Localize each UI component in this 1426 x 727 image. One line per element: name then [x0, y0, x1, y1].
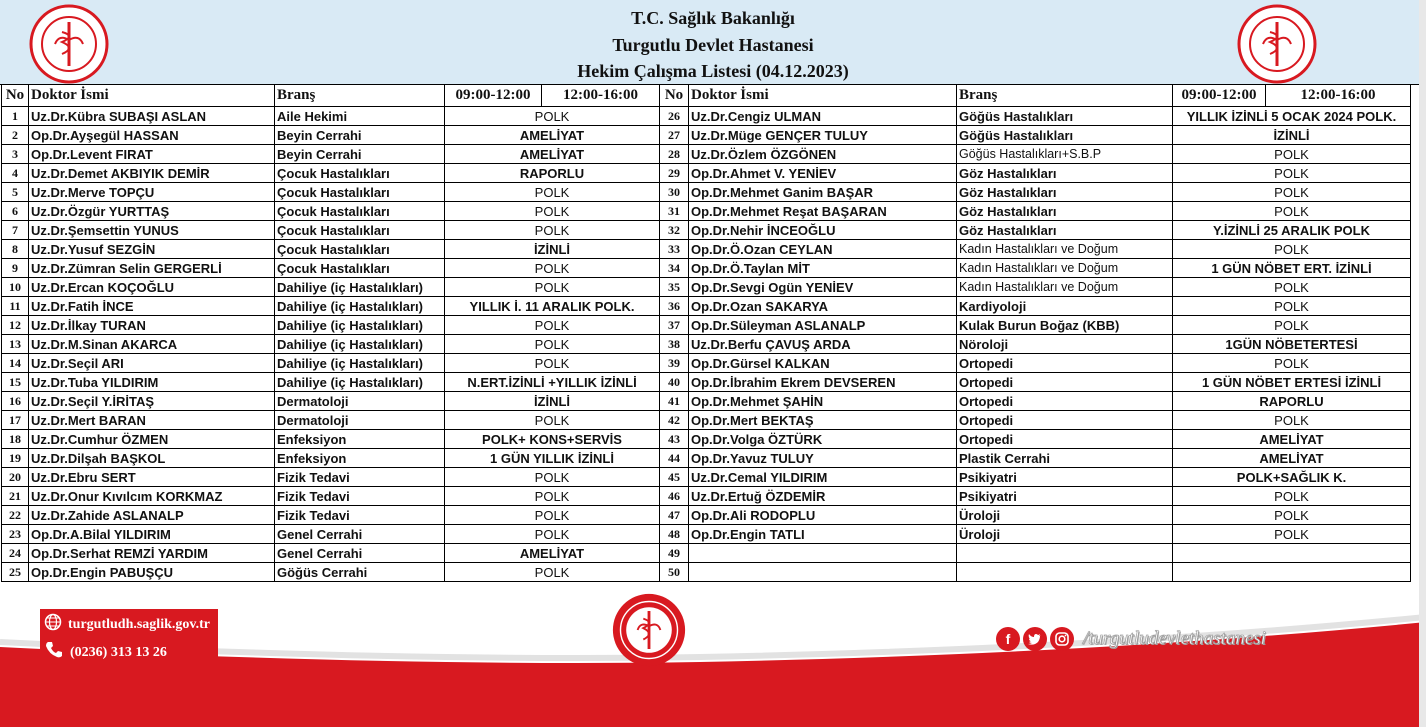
row-number: 17	[2, 411, 29, 430]
doctor-name: Uz.Dr.Seçil Y.İRİTAŞ	[29, 392, 275, 411]
branch-name: Çocuk Hastalıkları	[275, 202, 445, 221]
branch-name: Dahiliye (iç Hastalıkları)	[275, 316, 445, 335]
social-handle[interactable]: /turgutludevlethastanesi	[1083, 628, 1266, 649]
header-afternoon: 12:00-16:00	[1266, 85, 1411, 107]
doctor-name: Uz.Dr.Berfu ÇAVUŞ ARDA	[689, 335, 957, 354]
work-status: İZİNLİ	[1173, 126, 1411, 145]
row-number: 36	[660, 297, 689, 316]
table-row	[2, 354, 660, 373]
doctor-name: Uz.Dr.M.Sinan AKARCA	[29, 335, 275, 354]
row-number: 35	[660, 278, 689, 297]
table-row	[2, 373, 660, 392]
table-row	[2, 411, 660, 430]
table-row	[2, 563, 660, 582]
phone-icon	[44, 640, 64, 665]
table-row	[660, 259, 1411, 278]
branch-name: Aile Hekimi	[275, 107, 445, 126]
work-status: 1 GÜN YILLIK İZİNLİ	[445, 449, 660, 468]
work-status: POLK	[1173, 506, 1411, 525]
row-number: 4	[2, 164, 29, 183]
row-number: 50	[660, 563, 689, 582]
doctor-name: Uz.Dr.Ercan KOÇOĞLU	[29, 278, 275, 297]
branch-name: Göğüs Cerrahi	[275, 563, 445, 582]
row-number: 3	[2, 145, 29, 164]
work-status: POLK	[1173, 316, 1411, 335]
header-morning: 09:00-12:00	[1173, 85, 1266, 107]
row-number: 13	[2, 335, 29, 354]
row-number: 30	[660, 183, 689, 202]
doctor-name: Uz.Dr.İlkay TURAN	[29, 316, 275, 335]
work-status: YILLIK İZİNLİ 5 OCAK 2024 POLK.	[1173, 107, 1411, 126]
table-row	[2, 468, 660, 487]
branch-name: Enfeksiyon	[275, 449, 445, 468]
doctor-name: Op.Dr.İbrahim Ekrem DEVSEREN	[689, 373, 957, 392]
work-status: POLK+ KONS+SERVİS	[445, 430, 660, 449]
work-status: POLK	[1173, 183, 1411, 202]
doctor-name: Op.Dr.Levent FIRAT	[29, 145, 275, 164]
branch-name: Göğüs Hastalıkları	[957, 126, 1173, 145]
table-row	[660, 354, 1411, 373]
row-number: 43	[660, 430, 689, 449]
table-row	[2, 183, 660, 202]
doctor-name: Op.Dr.Ahmet V. YENİEV	[689, 164, 957, 183]
table-row	[2, 335, 660, 354]
table-row	[660, 278, 1411, 297]
branch-name: Psikiyatri	[957, 487, 1173, 506]
work-status	[1173, 563, 1411, 582]
work-status: 1 GÜN NÖBET ERTESİ İZİNLİ	[1173, 373, 1411, 392]
doctor-name	[689, 563, 957, 582]
table-row	[2, 240, 660, 259]
doctor-name: Op.Dr.Ali RODOPLU	[689, 506, 957, 525]
table-row	[660, 183, 1411, 202]
table-row	[660, 544, 1411, 563]
header-no: No	[2, 85, 29, 107]
table-row	[660, 506, 1411, 525]
table-row	[2, 506, 660, 525]
branch-name: Dahiliye (iç Hastalıkları)	[275, 335, 445, 354]
table-row	[660, 164, 1411, 183]
work-status: POLK	[1173, 240, 1411, 259]
table-row	[2, 126, 660, 145]
doctor-name: Uz.Dr.Zahide ASLANALP	[29, 506, 275, 525]
branch-name: Kadın Hastalıkları ve Doğum	[957, 240, 1173, 259]
branch-name: Çocuk Hastalıkları	[275, 164, 445, 183]
table-row	[2, 525, 660, 544]
branch-name: Göz Hastalıkları	[957, 183, 1173, 202]
branch-name: Enfeksiyon	[275, 430, 445, 449]
table-row	[2, 221, 660, 240]
branch-name: Göz Hastalıkları	[957, 202, 1173, 221]
doctor-name: Uz.Dr.Yusuf SEZGİN	[29, 240, 275, 259]
row-number: 20	[2, 468, 29, 487]
branch-name: Üroloji	[957, 525, 1173, 544]
row-number: 12	[2, 316, 29, 335]
branch-name: Dermatoloji	[275, 392, 445, 411]
branch-name: Göz Hastalıkları	[957, 164, 1173, 183]
branch-name: Ortopedi	[957, 354, 1173, 373]
contact-box	[40, 609, 218, 665]
row-number: 5	[2, 183, 29, 202]
table-row	[660, 487, 1411, 506]
row-number: 10	[2, 278, 29, 297]
doctor-name: Op.Dr.Ayşegül HASSAN	[29, 126, 275, 145]
list-title: Hekim Çalışma Listesi (04.12.2023)	[577, 61, 849, 81]
row-number: 21	[2, 487, 29, 506]
branch-name: Plastik Cerrahi	[957, 449, 1173, 468]
row-number: 34	[660, 259, 689, 278]
doctor-name: Uz.Dr.Dilşah BAŞKOL	[29, 449, 275, 468]
branch-name	[957, 563, 1173, 582]
vertical-scrollbar[interactable]	[1419, 0, 1426, 727]
row-number: 37	[660, 316, 689, 335]
table-row	[2, 259, 660, 278]
instagram-icon[interactable]	[1050, 627, 1074, 651]
doctor-name: Uz.Dr.Tuba YILDIRIM	[29, 373, 275, 392]
table-row	[2, 107, 660, 126]
table-row	[2, 278, 660, 297]
work-status: YILLIK İ. 11 ARALIK POLK.	[445, 297, 660, 316]
table-row	[660, 202, 1411, 221]
branch-name: Fizik Tedavi	[275, 487, 445, 506]
work-status: POLK	[445, 506, 660, 525]
table-row	[660, 373, 1411, 392]
row-number: 7	[2, 221, 29, 240]
ministry-logo-right	[1237, 4, 1317, 84]
row-number: 19	[2, 449, 29, 468]
row-number: 27	[660, 126, 689, 145]
work-status: POLK	[1173, 297, 1411, 316]
table-row	[2, 430, 660, 449]
branch-name: Çocuk Hastalıkları	[275, 240, 445, 259]
work-status: POLK	[1173, 164, 1411, 183]
header-afternoon: 12:00-16:00	[542, 85, 660, 107]
work-status: POLK	[445, 202, 660, 221]
row-number: 40	[660, 373, 689, 392]
doctor-name: Op.Dr.A.Bilal YILDIRIM	[29, 525, 275, 544]
table-header-row	[660, 85, 1411, 107]
website-link[interactable]: turgutludh.saglik.gov.tr	[68, 616, 210, 632]
row-number: 48	[660, 525, 689, 544]
branch-name: Göz Hastalıkları	[957, 221, 1173, 240]
work-status: POLK	[1173, 354, 1411, 373]
branch-name: Ortopedi	[957, 430, 1173, 449]
row-number: 16	[2, 392, 29, 411]
branch-name: Dahiliye (iç Hastalıkları)	[275, 354, 445, 373]
branch-name: Dahiliye (iç Hastalıkları)	[275, 373, 445, 392]
table-row	[660, 449, 1411, 468]
branch-name: Göğüs Hastalıkları+S.B.P	[957, 145, 1173, 164]
branch-name: Fizik Tedavi	[275, 468, 445, 487]
work-status	[1173, 544, 1411, 563]
doctor-name: Uz.Dr.Müge GENÇER TULUY	[689, 126, 957, 145]
work-status: POLK	[445, 411, 660, 430]
row-number: 47	[660, 506, 689, 525]
row-number: 49	[660, 544, 689, 563]
work-status: POLK	[445, 468, 660, 487]
doctor-name: Uz.Dr.Cemal YILDIRIM	[689, 468, 957, 487]
doctor-name: Uz.Dr.Ertuğ ÖZDEMİR	[689, 487, 957, 506]
work-status: POLK	[1173, 202, 1411, 221]
branch-name: Göğüs Hastalıkları	[957, 107, 1173, 126]
work-status: POLK	[445, 525, 660, 544]
work-status: AMELİYAT	[445, 145, 660, 164]
table-row	[2, 145, 660, 164]
branch-name: Ortopedi	[957, 411, 1173, 430]
branch-name: Kadın Hastalıkları ve Doğum	[957, 278, 1173, 297]
row-number: 1	[2, 107, 29, 126]
doctor-name: Uz.Dr.Cumhur ÖZMEN	[29, 430, 275, 449]
row-number: 32	[660, 221, 689, 240]
doctor-name: Uz.Dr.Merve TOPÇU	[29, 183, 275, 202]
work-status: POLK	[1173, 411, 1411, 430]
doctor-name: Uz.Dr.Fatih İNCE	[29, 297, 275, 316]
header-branch: Branş	[957, 85, 1173, 107]
table-header-row	[2, 85, 660, 107]
work-status: POLK	[1173, 278, 1411, 297]
row-number: 11	[2, 297, 29, 316]
work-status: POLK	[1173, 525, 1411, 544]
table-row	[2, 544, 660, 563]
row-number: 24	[2, 544, 29, 563]
doctor-name: Op.Dr.Mehmet Ganim BAŞAR	[689, 183, 957, 202]
work-status: POLK	[445, 487, 660, 506]
row-number: 22	[2, 506, 29, 525]
row-number: 23	[2, 525, 29, 544]
doctor-name: Uz.Dr.Zümran Selin GERGERLİ	[29, 259, 275, 278]
table-row	[2, 202, 660, 221]
row-number: 44	[660, 449, 689, 468]
doctor-name: Op.Dr.Mert BEKTAŞ	[689, 411, 957, 430]
work-status: N.ERT.İZİNLİ +YILLIK İZİNLİ	[445, 373, 660, 392]
doctor-name: Uz.Dr.Özlem ÖZGÖNEN	[689, 145, 957, 164]
table-row	[660, 468, 1411, 487]
doctor-name: Op.Dr.Mehmet Reşat BAŞARAN	[689, 202, 957, 221]
work-status: POLK	[445, 563, 660, 582]
doctor-name: Op.Dr.Ö.Taylan MİT	[689, 259, 957, 278]
table-row	[660, 145, 1411, 164]
schedule-table-right	[659, 84, 1411, 582]
doctor-name: Uz.Dr.Seçil ARI	[29, 354, 275, 373]
work-status: POLK	[445, 183, 660, 202]
row-number: 29	[660, 164, 689, 183]
schedule-table-left	[1, 84, 660, 582]
twitter-icon[interactable]	[1023, 627, 1047, 651]
doctor-name: Op.Dr.Ö.Ozan CEYLAN	[689, 240, 957, 259]
table-row	[660, 240, 1411, 259]
doctor-name: Op.Dr.Volga ÖZTÜRK	[689, 430, 957, 449]
branch-name: Ortopedi	[957, 392, 1173, 411]
work-status: İZİNLİ	[445, 240, 660, 259]
table-row	[2, 297, 660, 316]
row-number: 42	[660, 411, 689, 430]
branch-name: Fizik Tedavi	[275, 506, 445, 525]
work-status: AMELİYAT	[1173, 449, 1411, 468]
ministry-logo-left	[29, 4, 109, 84]
branch-name: Kadın Hastalıkları ve Doğum	[957, 259, 1173, 278]
work-status: POLK	[445, 278, 660, 297]
table-row	[660, 107, 1411, 126]
row-number: 46	[660, 487, 689, 506]
row-number: 28	[660, 145, 689, 164]
table-row	[2, 487, 660, 506]
row-number: 8	[2, 240, 29, 259]
doctor-name: Uz.Dr.Şemsettin YUNUS	[29, 221, 275, 240]
work-status: POLK	[445, 316, 660, 335]
work-status: Y.İZİNLİ 25 ARALIK POLK	[1173, 221, 1411, 240]
branch-name	[957, 544, 1173, 563]
branch-name: Beyin Cerrahi	[275, 145, 445, 164]
work-status: 1GÜN NÖBETERTESİ	[1173, 335, 1411, 354]
doctor-name: Op.Dr.Sevgi Ogün YENİEV	[689, 278, 957, 297]
work-status: POLK	[445, 335, 660, 354]
row-number: 41	[660, 392, 689, 411]
doctor-name	[689, 544, 957, 563]
facebook-icon[interactable]: f	[996, 627, 1020, 651]
table-row	[660, 316, 1411, 335]
table-row	[2, 164, 660, 183]
table-row	[660, 563, 1411, 582]
table-row	[2, 316, 660, 335]
globe-icon	[44, 613, 62, 636]
social-links	[996, 627, 1266, 651]
row-number: 39	[660, 354, 689, 373]
doctor-name: Uz.Dr.Mert BARAN	[29, 411, 275, 430]
branch-name: Kulak Burun Boğaz (KBB)	[957, 316, 1173, 335]
table-row	[2, 449, 660, 468]
ministry-logo-footer	[611, 592, 687, 668]
table-row	[660, 430, 1411, 449]
row-number: 18	[2, 430, 29, 449]
phone-number[interactable]: (0236) 313 13 26	[70, 644, 167, 660]
work-status: POLK	[1173, 487, 1411, 506]
table-row	[660, 221, 1411, 240]
branch-name: Dermatoloji	[275, 411, 445, 430]
table-row	[660, 411, 1411, 430]
header-morning: 09:00-12:00	[445, 85, 542, 107]
doctor-name: Uz.Dr.Cengiz ULMAN	[689, 107, 957, 126]
header-doctor: Doktor İsmi	[689, 85, 957, 107]
row-number: 25	[2, 563, 29, 582]
doctor-name: Uz.Dr.Özgür YURTTAŞ	[29, 202, 275, 221]
row-number: 14	[2, 354, 29, 373]
doctor-name: Op.Dr.Gürsel KALKAN	[689, 354, 957, 373]
row-number: 31	[660, 202, 689, 221]
branch-name: Ortopedi	[957, 373, 1173, 392]
table-row	[660, 392, 1411, 411]
branch-name: Üroloji	[957, 506, 1173, 525]
doctor-name: Uz.Dr.Ebru SERT	[29, 468, 275, 487]
doctor-name: Uz.Dr.Kübra SUBAŞI ASLAN	[29, 107, 275, 126]
work-status: 1 GÜN NÖBET ERT. İZİNLİ	[1173, 259, 1411, 278]
work-status: AMELİYAT	[1173, 430, 1411, 449]
row-number: 15	[2, 373, 29, 392]
table-row	[660, 335, 1411, 354]
doctor-name: Op.Dr.Ozan SAKARYA	[689, 297, 957, 316]
table-row	[660, 297, 1411, 316]
work-status: POLK	[445, 259, 660, 278]
work-status: İZİNLİ	[445, 392, 660, 411]
header-branch: Branş	[275, 85, 445, 107]
branch-name: Dahiliye (iç Hastalıkları)	[275, 278, 445, 297]
row-number: 6	[2, 202, 29, 221]
ministry-title: T.C. Sağlık Bakanlığı	[631, 8, 795, 28]
branch-name: Çocuk Hastalıkları	[275, 259, 445, 278]
table-row	[660, 525, 1411, 544]
branch-name: Beyin Cerrahi	[275, 126, 445, 145]
work-status: POLK+SAĞLIK K.	[1173, 468, 1411, 487]
row-number: 45	[660, 468, 689, 487]
row-number: 33	[660, 240, 689, 259]
doctor-name: Uz.Dr.Onur Kıvılcım KORKMAZ	[29, 487, 275, 506]
table-row	[660, 126, 1411, 145]
doctor-name: Op.Dr.Nehir İNCEOĞLU	[689, 221, 957, 240]
row-number: 9	[2, 259, 29, 278]
branch-name: Nöroloji	[957, 335, 1173, 354]
header-no: No	[660, 85, 689, 107]
branch-name: Çocuk Hastalıkları	[275, 183, 445, 202]
doctor-name: Uz.Dr.Demet AKBIYIK DEMİR	[29, 164, 275, 183]
doctor-name: Op.Dr.Mehmet ŞAHİN	[689, 392, 957, 411]
doctor-name: Op.Dr.Süleyman ASLANALP	[689, 316, 957, 335]
branch-name: Genel Cerrahi	[275, 544, 445, 563]
branch-name: Çocuk Hastalıkları	[275, 221, 445, 240]
hospital-title: Turgutlu Devlet Hastanesi	[612, 35, 814, 55]
branch-name: Dahiliye (iç Hastalıkları)	[275, 297, 445, 316]
doctor-name: Op.Dr.Engin PABUŞÇU	[29, 563, 275, 582]
work-status: POLK	[445, 221, 660, 240]
work-status: POLK	[445, 107, 660, 126]
doctor-name: Op.Dr.Serhat REMZİ YARDIM	[29, 544, 275, 563]
branch-name: Genel Cerrahi	[275, 525, 445, 544]
header-doctor: Doktor İsmi	[29, 85, 275, 107]
doctor-name: Op.Dr.Engin TATLI	[689, 525, 957, 544]
table-row	[2, 392, 660, 411]
doctor-name: Op.Dr.Yavuz TULUY	[689, 449, 957, 468]
branch-name: Kardiyoloji	[957, 297, 1173, 316]
row-number: 38	[660, 335, 689, 354]
work-status: AMELİYAT	[445, 544, 660, 563]
work-status: RAPORLU	[445, 164, 660, 183]
header-band	[0, 0, 1426, 85]
branch-name: Psikiyatri	[957, 468, 1173, 487]
row-number: 2	[2, 126, 29, 145]
work-status: POLK	[1173, 145, 1411, 164]
work-status: AMELİYAT	[445, 126, 660, 145]
row-number: 26	[660, 107, 689, 126]
work-status: RAPORLU	[1173, 392, 1411, 411]
work-status: POLK	[445, 354, 660, 373]
